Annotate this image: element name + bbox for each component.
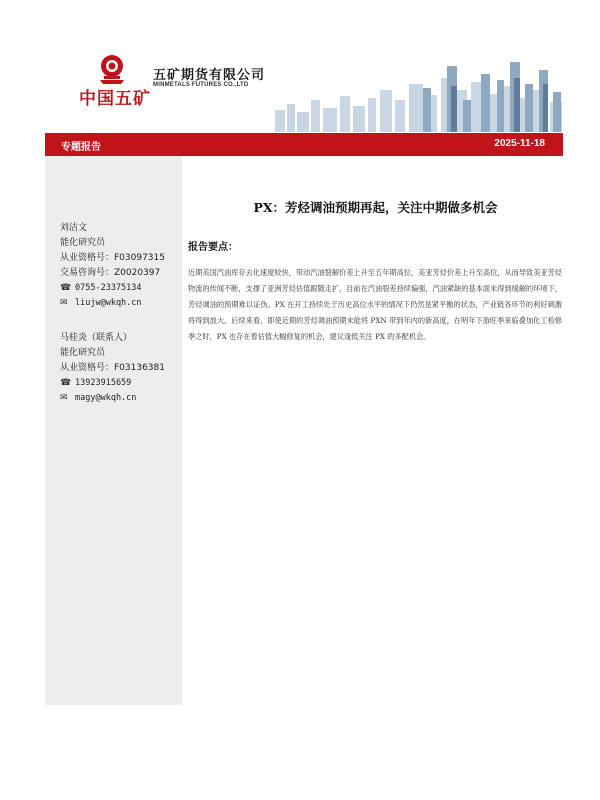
- summary-paragraph: 近期美国汽油库存去化速度较快，带动汽油裂解价差上升至五年期高位，美亚芳烃价差上升至高位，从而导致美亚芳烃物流的传闻不断，支撑了亚洲芳烃估值跟随走扩，目前在汽油裂差持续偏强，汽油紧缺的基本面未得到缓解的环境下，芳烃调油的预期难以证伪。PX 在开工持续处于历史高位水平的情况下仍然是紧平衡的状态，产业链各环节的利好刺激将得到放大。后续来看，即使近期的芳烃调油预期未能将 PXN 带到年内的新高度，在明年下游旺季来临叠加化工检修季之时，PX 也存在着估值大幅修复的机会，建议逢低关注 PX 的多配机会。: [188, 268, 562, 341]
- analyst-name: 马桂炎（联系人）: [60, 333, 133, 343]
- summary-heading: 报告要点：: [188, 242, 238, 253]
- analyst-card: [60, 221, 182, 311]
- analyst-email-row[interactable]: [60, 296, 182, 311]
- report-title: PX：芳烃调油预期再起，关注中期做多机会: [253, 200, 498, 215]
- analyst-phone-row: [60, 281, 182, 296]
- analyst-phone: 0755-23375134: [75, 283, 142, 293]
- analyst-card: [60, 331, 182, 406]
- analyst-qualification: 从业资格号：F03136381: [60, 363, 165, 373]
- envelope-icon: ✉: [60, 298, 68, 308]
- company-name-cn: 五矿期货有限公司: [153, 68, 266, 83]
- analyst-sidebar: [45, 156, 182, 705]
- company-name-en: MINMETALS FUTURES CO.,LTD: [153, 82, 249, 88]
- phone-icon: ☎: [60, 378, 72, 388]
- envelope-icon: ✉: [60, 393, 68, 403]
- report-header: [45, 40, 563, 132]
- analyst-email[interactable]: liujw@wkqh.cn: [75, 298, 142, 308]
- analyst-email[interactable]: magy@wkqh.cn: [75, 393, 137, 403]
- report-date: 2025-11-18: [494, 138, 545, 149]
- analyst-phone: 13923915659: [75, 378, 132, 388]
- analyst-role: 能化研究员: [60, 348, 106, 358]
- analyst-name: 刘洁文: [60, 223, 88, 233]
- analyst-consulting-number: 交易咨询号：Z0020397: [60, 268, 161, 278]
- analyst-phone-row: [60, 376, 182, 391]
- analyst-email-row[interactable]: [60, 391, 182, 406]
- logo-wordmark: 中国五矿: [79, 89, 151, 109]
- analyst-qualification: 从业资格号：F03097315: [60, 253, 165, 263]
- phone-icon: ☎: [60, 283, 72, 293]
- minmetals-logo-icon: [97, 52, 127, 88]
- analyst-role: 能化研究员: [60, 238, 106, 248]
- report-type-label: 专题报告: [61, 142, 101, 153]
- report-type-band: [45, 133, 563, 156]
